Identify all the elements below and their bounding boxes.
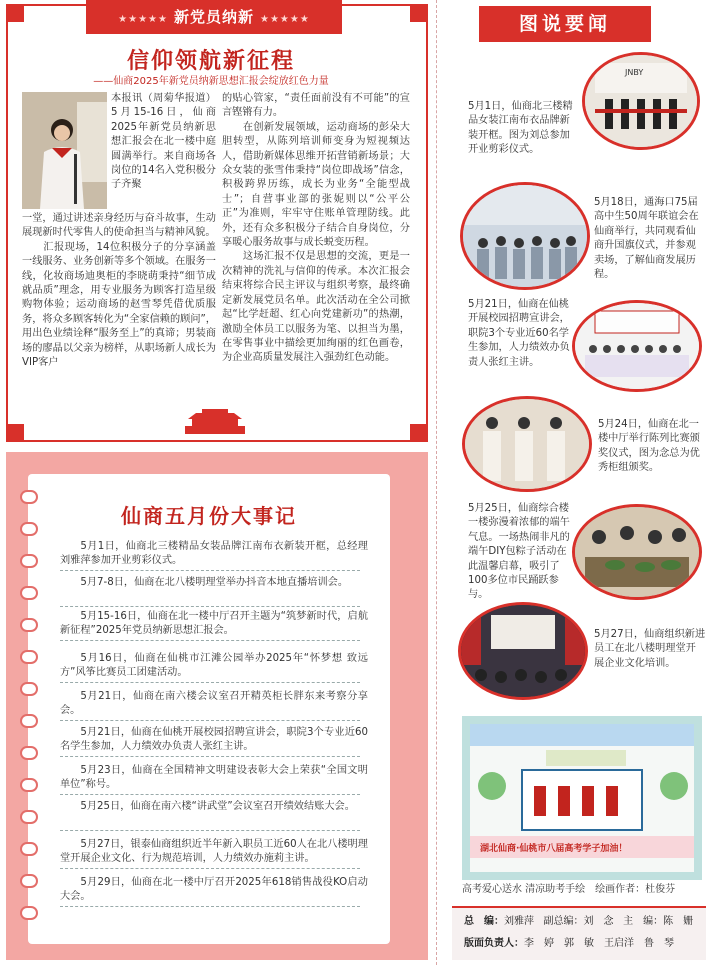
tiananmen-icon [180, 408, 250, 434]
binder-ring [20, 682, 38, 696]
article-paragraph: 的贴心管家，“责任面前没有不可能”的宣言铿锵有力。 在创新发展领域，运动商场的彭朵大胆转型，从陈列培训师变身为短视频达人，借助新媒体思维开拓营销新场景；大众女装的张雪伟秉持“岗位即战场”信念，积极跨界历练，成长为业务“全能型战士”；自营事业部的张妮则以“公平公正”为准则，牢牢守住账单管理防线。此外，还有众多积极分子结合自身岗位，分享暖心服务故事与成长蜕变历程。 这场汇报不仅是思想的交流，更是一次精神的洗礼与信仰的传承。本次汇报会结束将综合民主评议与组织考察，最终确定新发展党员名单。此次活动在全公司掀起“比学赶超、红心向党建新功”的热潮，激励全体员工以服务为笔、以担当为墨，在零售事业中描绘更加绚丽的红色画卷，为企业高质量发展注入强劲红色动能。 [222, 93, 410, 364]
corner-ornament [410, 424, 428, 442]
speaker-photo [22, 92, 107, 209]
photo-display-award [462, 396, 592, 492]
divider [60, 830, 360, 831]
binder-ring [20, 746, 38, 760]
page-staff: 李 婷 郭 敏 王启洋 鲁 琴 [524, 938, 674, 949]
event-item: 5月21日，仙商在南六楼会议室召开精英柜长胖东来考察分享会。 [60, 691, 368, 717]
divider [60, 640, 360, 641]
page-label: 版面负责人： [464, 938, 524, 949]
photo-caption: 5月24日，仙商在北一楼中厅举行陈列比赛颁奖仪式，图为念总为优秀柜组颁奖。 [598, 419, 700, 474]
photo-caption: 5月1日，仙商北三楼精品女装江南布衣品牌新装开框。图为刘总参加开业剪彩仪式。 [468, 101, 573, 156]
deputy-editor: 刘 念 [583, 916, 614, 927]
binder-ring [20, 586, 38, 600]
photo-culture-training [458, 602, 588, 700]
photo-news-title: 图说要闻 [479, 6, 651, 42]
photo-alumni-visit [460, 182, 590, 290]
event-item: 5月25日，仙商在南六楼“讲武堂”会议室召开绩效结账大会。 [80, 801, 355, 812]
photo-caption: 5月25日，仙商综合楼一楼弥漫着浓郁的端午气息。一场热闹非凡的端午DIY包粽子活动在此温馨启幕，吸引了100多位市民踊跃参与。 [468, 503, 570, 601]
masthead-editors [464, 912, 709, 927]
divider [60, 756, 360, 757]
binder-ring [20, 906, 38, 920]
corner-ornament [6, 424, 24, 442]
chief-label: 总 编： [464, 916, 504, 927]
article-paragraph: 本报讯（周菊华报道）5月15-16日，仙商2025年新党员纳新思想汇报会在北一楼中庭圆满举行。来自商场各岗位的14名入党积极分子齐聚 [111, 93, 216, 191]
hand-drawn-painting [462, 716, 702, 880]
divider [60, 606, 360, 607]
corner-ornament [410, 4, 428, 22]
editor-label: 主 编： [623, 916, 664, 927]
photo-campus-recruit [572, 300, 702, 392]
corner-ornament [6, 4, 24, 22]
binder-ring [20, 618, 38, 632]
binder-ring [20, 874, 38, 888]
editor: 陈 姗 [663, 916, 694, 927]
event-item: 5月29日，仙商在北一楼中厅召开2025年618销售战役KO启动大会。 [60, 877, 368, 903]
stars-decoration: ★★★★★ [260, 14, 310, 25]
photo-store-opening [582, 52, 700, 150]
divider [60, 794, 360, 795]
photo-caption: 5月18日，通海口75届高中生50周年联谊会在仙商举行，共同观看仙商升国旗仪式，并参观卖场，了解仙商发展历程。 [594, 197, 699, 281]
event-item: 5月15-16日，仙商在北一楼中厅召开主题为“筑梦新时代，启航新征程”2025年党员纳新思想汇报会。 [60, 611, 368, 637]
divider [60, 906, 360, 907]
painting-caption: 高考爱心送水 清凉助考手绘 绘画作者：杜俊芬 [462, 884, 676, 895]
photo-caption: 5月27日，仙商组织新进员工在北八楼明理堂开展企业文化培训。 [594, 629, 706, 669]
section-banner [86, 0, 342, 34]
photo-dragon-boat-diy [572, 504, 702, 600]
binder-ring [20, 778, 38, 792]
chief-editor: 刘雅萍 [504, 916, 534, 927]
binder-ring [20, 714, 38, 728]
section-label: 新党员纳新 [173, 8, 254, 26]
binder-ring [20, 650, 38, 664]
binder-ring [20, 810, 38, 824]
stars-decoration: ★★★★★ [118, 14, 168, 25]
article-paragraph: 一堂，通过讲述亲身经历与奋斗故事，生动展现新时代零售人的使命担当与精神风貌。 汇报现场，14位积极分子的分享涵盖一线服务、业务创新等多个领域。在服务一线，化妆商场迪奥柜的李晓萌秉持“细节成就品质”理念，用专业服务为顾客打造星级购物体验；运动商场的赵雪琴凭借优质服务，将众多顾客转化为“全家信赖的顾问”，用出色业绩诠释“服务至上”的真谛；男装商场的廖晶以父亲为榜样，从职场新人成长为VIP客户 [22, 213, 216, 369]
article-subtitle: ——仙商2025年新党员纳新思想汇报会绽放红色力量 [93, 76, 329, 87]
event-item: 5月23日，仙商在全国精神文明建设表彰大会上荣获“全国文明单位”称号。 [60, 765, 368, 791]
events-title: 仙商五月份大事记 [121, 504, 297, 528]
divider [60, 868, 360, 869]
masthead-page-staff [464, 934, 709, 949]
binder-ring [20, 554, 38, 568]
deputy-label: 副总编： [543, 916, 584, 927]
divider [60, 570, 360, 571]
svg-text:湖北仙商·仙桃市八届高考学子加油！: 湖北仙商·仙桃市八届高考学子加油！ [480, 844, 628, 854]
event-item: 5月1日，仙商北三楼精品女装品牌江南布衣新装开框，总经理刘雅萍参加开业剪彩仪式。 [60, 541, 368, 567]
photo-caption: 5月21日，仙商在仙桃开展校园招聘宣讲会，职院3个专业近60名学生参加，人力绩效办负责人张红主讲。 [468, 299, 570, 368]
article-title: 信仰领航新征程 [126, 48, 295, 74]
svg-text:JNBY: JNBY [625, 68, 644, 77]
event-item: 5月21日，仙商在仙桃开展校园招聘宣讲会，职院3个专业近60名学生参加，人力绩效办负责人张红主讲。 [60, 727, 368, 753]
event-item: 5月7-8日，仙商在北八楼明理堂举办抖音本地直播培训会。 [80, 577, 349, 588]
divider [60, 682, 360, 683]
divider [60, 720, 360, 721]
event-item: 5月27日，银泰仙商组织近半年新入职员工近60人在北八楼明理堂开展企业文化、行为规范培训，人力绩效办施莉主讲。 [60, 839, 368, 865]
binder-ring [20, 842, 38, 856]
event-item: 5月16日，仙商在仙桃市江滩公园举办2025年“怀梦想 致远方”风筝比赛员工团建活动。 [60, 653, 368, 679]
